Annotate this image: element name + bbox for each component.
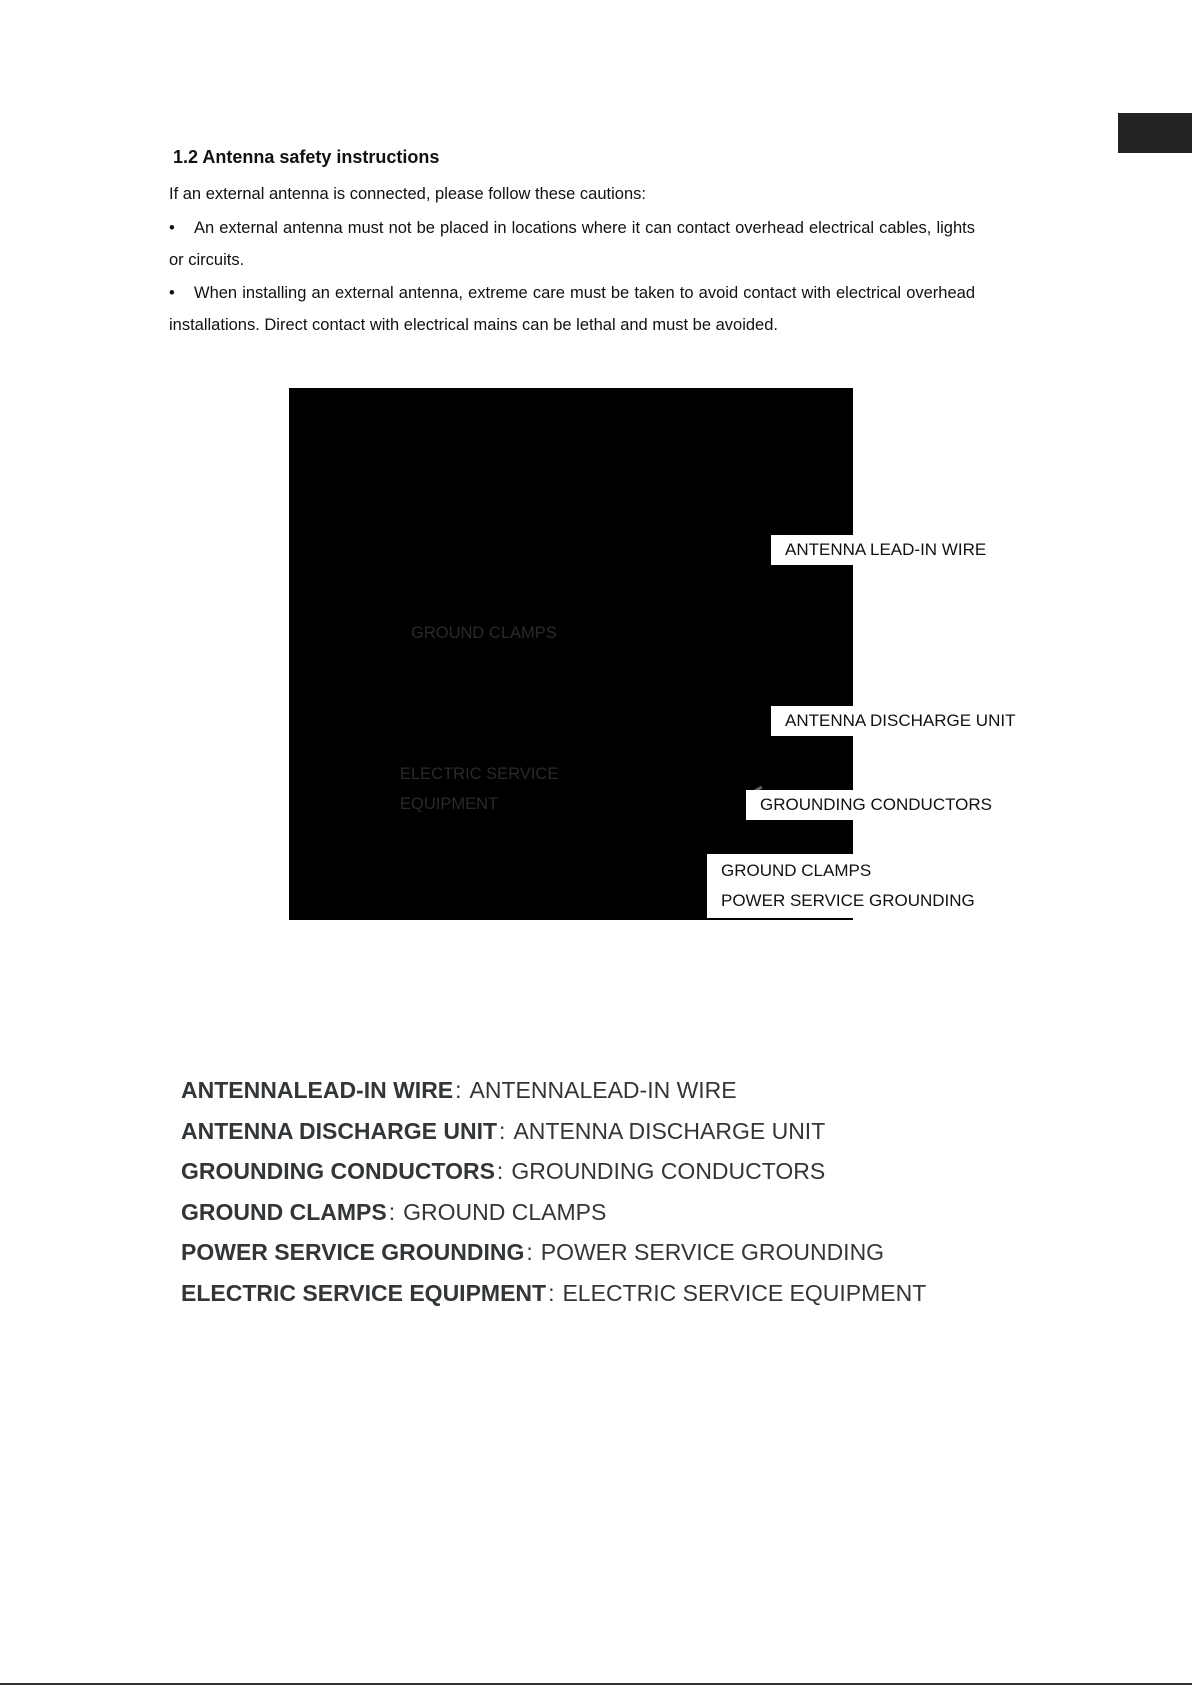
- legend-separator: :: [526, 1239, 533, 1265]
- callout-grounding-conductors: GROUNDING CONDUCTORS: [746, 790, 1006, 820]
- legend-item: [181, 1111, 926, 1152]
- legend-term: ELECTRIC SERVICE EQUIPMENT: [181, 1279, 547, 1306]
- legend-item: [181, 1151, 926, 1192]
- legend-desc: POWER SERVICE GROUNDING: [540, 1239, 885, 1265]
- legend-desc: ELECTRIC SERVICE EQUIPMENT: [562, 1279, 927, 1306]
- legend-item: [181, 1192, 926, 1233]
- diagram-label-equipment: EQUIPMENT: [400, 795, 499, 813]
- legend-term: GROUND CLAMPS: [181, 1198, 387, 1225]
- diagram-label-ground-clamps: GROUND CLAMPS: [411, 624, 557, 642]
- bullet-item: [169, 212, 975, 276]
- page-tab-marker: [1118, 113, 1192, 153]
- legend-item: [181, 1273, 926, 1314]
- callout-ground-clamps-power: [707, 854, 989, 918]
- bullet-text: When installing an external antenna, extreme care must be taken to avoid contact with electrical overhead installations. Direct contact with electrical mains can be lethal and must be avoided.: [169, 284, 975, 334]
- callout-power-service-grounding: POWER SERVICE GROUNDING: [721, 891, 975, 910]
- diagram-label-electric-service: ELECTRIC SERVICE: [400, 765, 559, 783]
- legend-desc: ANTENNALEAD-IN WIRE: [469, 1077, 737, 1103]
- antenna-grounding-diagram: [289, 388, 853, 920]
- legend-separator: :: [499, 1117, 506, 1144]
- legend-item: [181, 1070, 926, 1111]
- legend-separator: :: [455, 1077, 462, 1103]
- bullet-item: [169, 277, 975, 341]
- legend-desc: GROUNDING CONDUCTORS: [511, 1158, 826, 1184]
- legend-desc: GROUND CLAMPS: [403, 1198, 607, 1225]
- legend-separator: :: [388, 1198, 396, 1225]
- callout-antenna-discharge-unit: ANTENNA DISCHARGE UNIT: [771, 706, 1029, 736]
- diagram-legend: [181, 1070, 926, 1313]
- legend-term: ANTENNA DISCHARGE UNIT: [181, 1117, 498, 1144]
- legend-separator: :: [548, 1279, 555, 1306]
- legend-term: GROUNDING CONDUCTORS: [181, 1158, 495, 1184]
- legend-term: ANTENNALEAD-IN WIRE: [181, 1077, 454, 1103]
- callout-ground-clamps: GROUND CLAMPS: [721, 861, 872, 880]
- callout-antenna-lead-in-wire: ANTENNA LEAD-IN WIRE: [771, 535, 1000, 565]
- section-title: 1.2 Antenna safety instructions: [173, 147, 440, 167]
- intro-text: If an external antenna is connected, please follow these cautions:: [169, 185, 646, 203]
- bullet-symbol: •: [169, 284, 175, 302]
- bullet-text: An external antenna must not be placed in locations where it can contact overhead electrical cables, lights or circuits.: [169, 219, 975, 269]
- bullet-symbol: •: [169, 219, 175, 237]
- legend-term: POWER SERVICE GROUNDING: [181, 1239, 525, 1265]
- legend-item: [181, 1232, 926, 1273]
- legend-separator: :: [496, 1158, 504, 1184]
- legend-desc: ANTENNA DISCHARGE UNIT: [513, 1117, 826, 1144]
